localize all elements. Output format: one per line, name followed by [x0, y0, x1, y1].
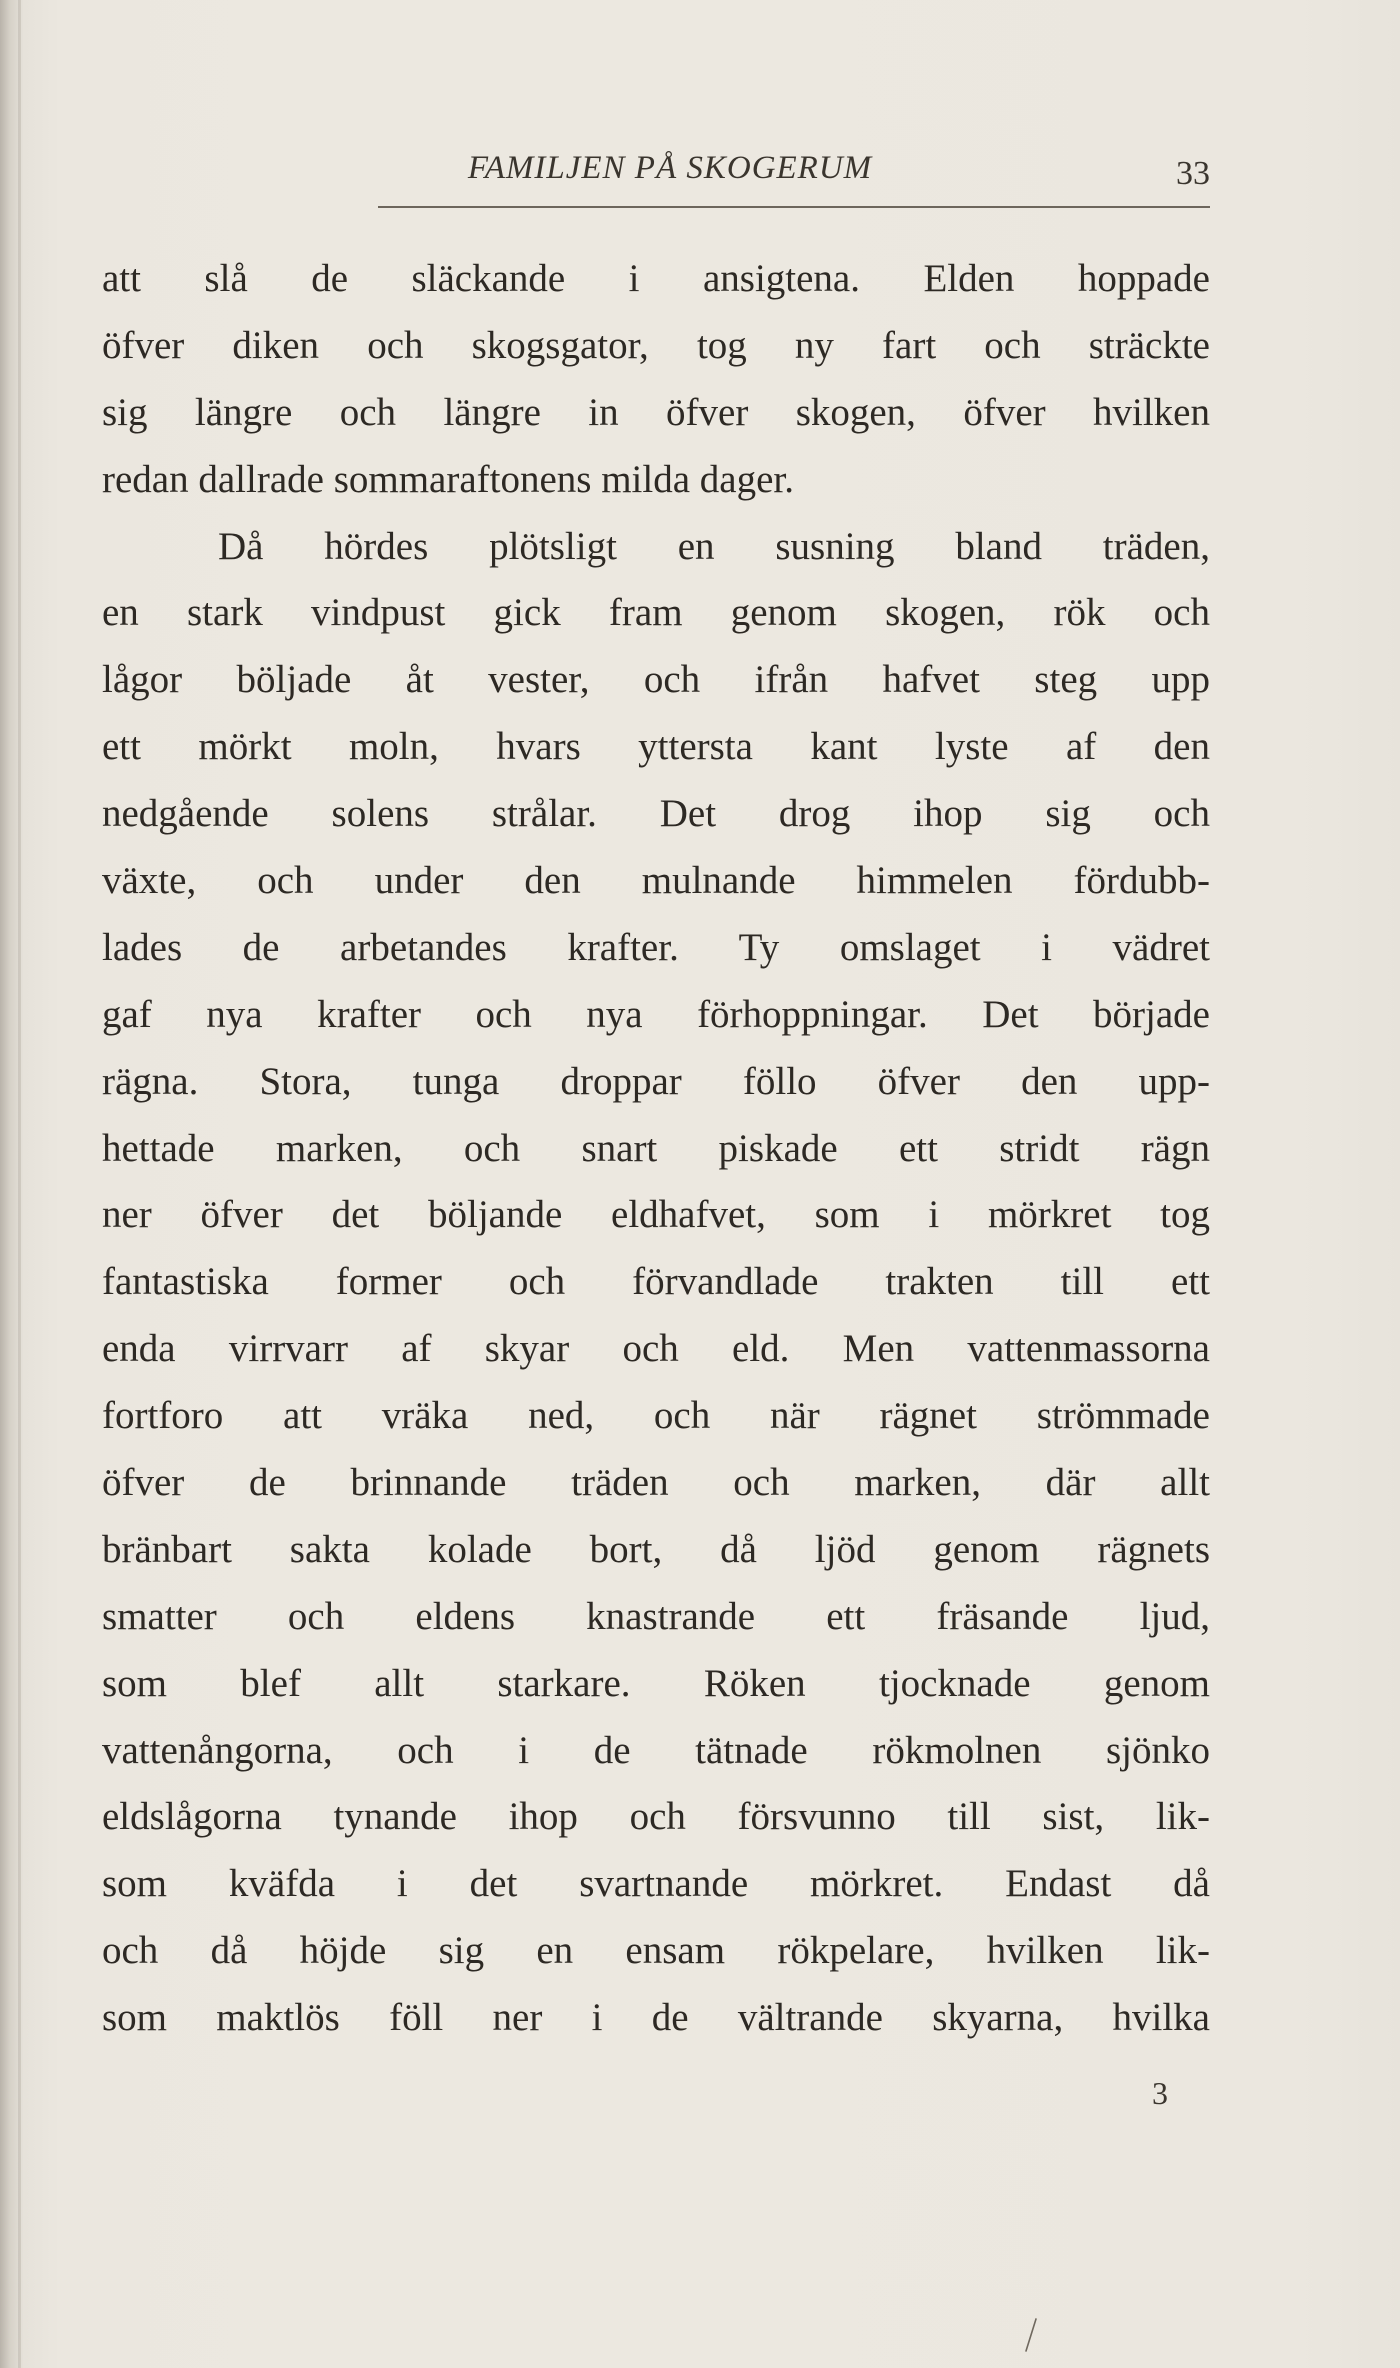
text-line: sig längre och längre in öfver skogen, öfver hvilken [102, 390, 1210, 434]
text-line: fortforo att vräka ned, och när rägnet strömmade [102, 1394, 1210, 1438]
body-text [102, 246, 1210, 2052]
running-title: FAMILJEN PÅ SKOGERUM [467, 150, 873, 186]
text-line: rägna. Stora, tunga droppar föllo öfver den upp- [102, 1059, 1210, 1103]
text-line: ett mörkt moln, hvars yttersta kant lyste af den [102, 725, 1210, 769]
text-line: ner öfver det böljande eldhafvet, som i mörkret tog [102, 1193, 1210, 1237]
text-line: Då hördes plötsligt en susning bland träden, [218, 524, 1210, 568]
text-line: smatter och eldens knastrande ett fräsande ljud, [102, 1594, 1210, 1638]
page-gutter-shadow [18, 0, 21, 2368]
pencil-mark [1020, 2315, 1042, 2355]
text-line: växte, och under den mulnande himmelen fördubb- [102, 859, 1210, 903]
text-line: enda virrvarr af skyar och eld. Men vattenmassorna [102, 1327, 1210, 1371]
text-line: som blef allt starkare. Röken tjocknade genom [102, 1661, 1210, 1705]
text-line: nedgående solens strålar. Det drog ihop sig och [102, 792, 1210, 836]
text-line: och då höjde sig en ensam rökpelare, hvilken lik- [102, 1929, 1210, 1973]
header-rule [378, 206, 1210, 208]
text-line: bränbart sakta kolade bort, då ljöd genom rägnets [102, 1527, 1210, 1571]
text-line: gaf nya krafter och nya förhoppningar. Det började [102, 992, 1210, 1036]
text-line: fantastiska former och förvandlade trakten till ett [102, 1260, 1210, 1304]
text-line: som maktlös föll ner i de vältrande skyarna, hvilka [102, 1996, 1210, 2040]
text-line: lågor böljade åt vester, och ifrån hafvet steg upp [102, 658, 1210, 702]
text-line: eldslågorna tynande ihop och försvunno till sist, lik- [102, 1795, 1210, 1839]
signature-mark: 3 [1152, 2075, 1168, 2111]
text-line: lades de arbetandes krafter. Ty omslaget i vädret [102, 925, 1210, 969]
text-line: öfver diken och skogsgator, tog ny fart och sträckte [102, 323, 1210, 367]
text-line: som kväfda i det svartnande mörkret. Endast då [102, 1862, 1210, 1906]
text-line: öfver de brinnande träden och marken, där allt [102, 1461, 1210, 1505]
text-line: hettade marken, och snart piskade ett stridt rägn [102, 1126, 1210, 1170]
page-number: 33 [1176, 155, 1210, 192]
text-line: vattenångorna, och i de tätnade rökmolnen sjönko [102, 1728, 1210, 1772]
text-line: redan dallrade sommaraftonens milda dager. [102, 457, 794, 501]
text-line: en stark vindpust gick fram genom skogen, rök och [102, 591, 1210, 635]
text-line: att slå de släckande i ansigtena. Elden hoppade [102, 257, 1210, 300]
